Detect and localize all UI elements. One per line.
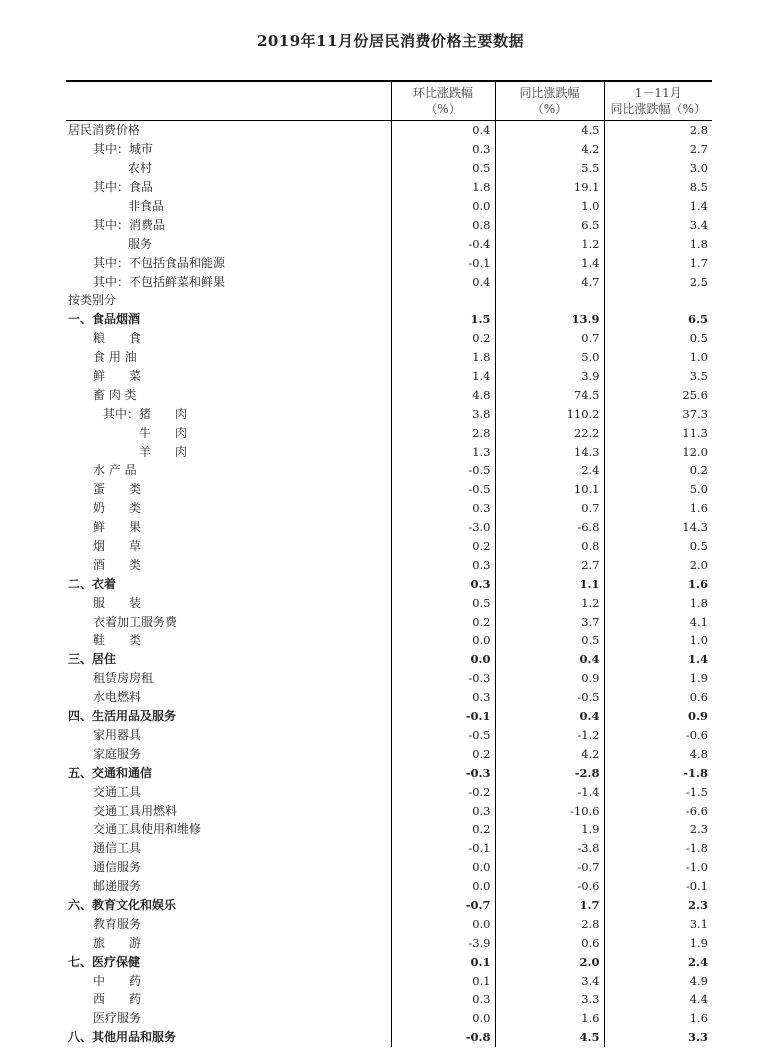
- ytd-value: 2.4: [604, 952, 712, 971]
- mom-value: 0.1: [391, 971, 495, 990]
- row-label: 中 药: [93, 973, 142, 988]
- yoy-value: 0.7: [495, 329, 604, 348]
- row-label: 五、交通和通信: [68, 765, 153, 780]
- mom-value: 0.0: [391, 914, 495, 933]
- yoy-value: 1.4: [495, 253, 604, 272]
- table-row: [66, 555, 712, 574]
- row-label: 羊 肉: [139, 444, 188, 459]
- table-row: [66, 367, 712, 386]
- table-row: [66, 310, 712, 329]
- ytd-value: 1.0: [604, 348, 712, 367]
- table-header: [66, 81, 712, 121]
- mom-value: 0.3: [391, 801, 495, 820]
- row-label: 四、生活用品及服务: [68, 709, 177, 724]
- row-label: 交通工具: [93, 784, 142, 799]
- ytd-value: 4.4: [604, 990, 712, 1009]
- mom-value: -0.8: [391, 1028, 495, 1047]
- ytd-value: 2.7: [604, 140, 712, 159]
- header-mom-line2: （%）: [425, 102, 461, 116]
- row-label: 居民消费价格: [68, 123, 141, 138]
- table-row: [66, 726, 712, 745]
- mom-value: 0.2: [391, 329, 495, 348]
- ytd-value: 1.4: [604, 197, 712, 216]
- row-label: 其中：猪 肉: [103, 406, 188, 421]
- yoy-value: 19.1: [495, 178, 604, 197]
- header-ytd: [604, 81, 712, 121]
- yoy-value: -0.7: [495, 858, 604, 877]
- table-row: [66, 215, 712, 234]
- yoy-value: 0.5: [495, 631, 604, 650]
- row-label: 其中：城市: [93, 142, 154, 157]
- table-row: [66, 952, 712, 971]
- row-label: 粮 食: [93, 331, 142, 346]
- row-label: 邮递服务: [93, 879, 142, 894]
- ytd-value: 37.3: [604, 404, 712, 423]
- row-label: 农村: [128, 161, 153, 176]
- ytd-value: 1.0: [604, 631, 712, 650]
- yoy-value: 3.9: [495, 367, 604, 386]
- yoy-value: 0.8: [495, 537, 604, 556]
- table-row: [66, 574, 712, 593]
- ytd-value: 1.4: [604, 650, 712, 669]
- row-label: 水 产 品: [93, 463, 137, 478]
- yoy-value: 4.5: [495, 1028, 604, 1047]
- yoy-value: 6.5: [495, 215, 604, 234]
- table-row: [66, 348, 712, 367]
- yoy-value: -2.8: [495, 763, 604, 782]
- row-label: 食 用 油: [93, 350, 137, 365]
- table-row: [66, 650, 712, 669]
- mom-value: 0.2: [391, 744, 495, 763]
- ytd-value: -0.1: [604, 877, 712, 896]
- mom-value: 0.0: [391, 631, 495, 650]
- row-label: 租赁房房租: [93, 671, 154, 686]
- table-row: [66, 839, 712, 858]
- table-row: [66, 858, 712, 877]
- header-yoy-line2: （%）: [531, 102, 568, 116]
- ytd-value: 4.8: [604, 744, 712, 763]
- table-row: [66, 593, 712, 612]
- ytd-value: 12.0: [604, 442, 712, 461]
- ytd-value: -1.5: [604, 782, 712, 801]
- yoy-value: 1.2: [495, 593, 604, 612]
- mom-value: -0.1: [391, 839, 495, 858]
- yoy-value: 4.2: [495, 140, 604, 159]
- mom-value: 0.3: [391, 574, 495, 593]
- row-label: 交通工具使用和维修: [93, 822, 202, 837]
- mom-value: -0.2: [391, 782, 495, 801]
- ytd-value: 1.6: [604, 1009, 712, 1028]
- row-label: 西 药: [93, 992, 142, 1007]
- row-label: 烟 草: [93, 539, 142, 554]
- yoy-value: 5.5: [495, 159, 604, 178]
- ytd-value: 1.6: [604, 574, 712, 593]
- ytd-value: 2.8: [604, 121, 712, 140]
- table-row: [66, 234, 712, 253]
- mom-value: -0.5: [391, 480, 495, 499]
- yoy-value: [495, 291, 604, 310]
- yoy-value: 14.3: [495, 442, 604, 461]
- table-row: [66, 782, 712, 801]
- ytd-value: 1.8: [604, 234, 712, 253]
- header-ytd-line1: 1－11月: [634, 86, 682, 100]
- mom-value: 0.2: [391, 612, 495, 631]
- ytd-value: 3.1: [604, 914, 712, 933]
- yoy-value: 22.2: [495, 423, 604, 442]
- ytd-value: 5.0: [604, 480, 712, 499]
- ytd-value: -1.8: [604, 763, 712, 782]
- row-label: 蛋 类: [93, 482, 142, 497]
- yoy-value: 3.3: [495, 990, 604, 1009]
- row-label: 一、食品烟酒: [68, 312, 141, 327]
- row-label: 其中：不包括鲜菜和鲜果: [93, 274, 226, 289]
- ytd-value: 6.5: [604, 310, 712, 329]
- mom-value: 0.5: [391, 593, 495, 612]
- table-row: [66, 1009, 712, 1028]
- table-row: [66, 291, 712, 310]
- ytd-value: 3.5: [604, 367, 712, 386]
- table-row: [66, 329, 712, 348]
- yoy-value: 1.1: [495, 574, 604, 593]
- mom-value: -3.9: [391, 933, 495, 952]
- row-label: 六、教育文化和娱乐: [68, 897, 177, 912]
- mom-value: 0.0: [391, 1009, 495, 1028]
- ytd-value: 1.7: [604, 253, 712, 272]
- yoy-value: -0.6: [495, 877, 604, 896]
- table-row: [66, 971, 712, 990]
- table-row: [66, 480, 712, 499]
- header-mom: [391, 81, 495, 121]
- header-ytd-line2: 同比涨跌幅（%）: [610, 102, 706, 116]
- table-row: [66, 896, 712, 915]
- table-row: [66, 537, 712, 556]
- mom-value: -0.5: [391, 461, 495, 480]
- table-row: [66, 707, 712, 726]
- row-label: 奶 类: [93, 501, 142, 516]
- yoy-value: -0.5: [495, 688, 604, 707]
- yoy-value: 0.7: [495, 499, 604, 518]
- ytd-value: 4.9: [604, 971, 712, 990]
- yoy-value: 4.7: [495, 272, 604, 291]
- ytd-value: -0.6: [604, 726, 712, 745]
- ytd-value: 14.3: [604, 518, 712, 537]
- table-row: [66, 820, 712, 839]
- table-row: [66, 877, 712, 896]
- row-label: 服 装: [93, 595, 142, 610]
- row-label: 三、居住: [68, 652, 117, 667]
- ytd-value: 3.0: [604, 159, 712, 178]
- yoy-value: 2.0: [495, 952, 604, 971]
- row-label: 酒 类: [93, 557, 142, 572]
- mom-value: 1.5: [391, 310, 495, 329]
- ytd-value: 0.6: [604, 688, 712, 707]
- ytd-value: 0.5: [604, 537, 712, 556]
- yoy-value: -1.2: [495, 726, 604, 745]
- yoy-value: 3.4: [495, 971, 604, 990]
- row-label: 水电燃料: [93, 690, 142, 705]
- table-row: [66, 272, 712, 291]
- row-label: 通信服务: [93, 860, 142, 875]
- table-row: [66, 914, 712, 933]
- mom-value: [391, 291, 495, 310]
- yoy-value: 1.0: [495, 197, 604, 216]
- table-row: [66, 178, 712, 197]
- ytd-value: 1.6: [604, 499, 712, 518]
- table-row: [66, 442, 712, 461]
- row-label: 旅 游: [93, 935, 142, 950]
- row-label: 医疗服务: [93, 1011, 142, 1026]
- ytd-value: 1.8: [604, 593, 712, 612]
- yoy-value: 3.7: [495, 612, 604, 631]
- row-label: 其中：不包括食品和能源: [93, 255, 226, 270]
- mom-value: -0.1: [391, 707, 495, 726]
- mom-value: 0.8: [391, 215, 495, 234]
- ytd-value: 0.5: [604, 329, 712, 348]
- row-label: 按类别分: [68, 293, 117, 308]
- yoy-value: 0.9: [495, 669, 604, 688]
- table-row: [66, 744, 712, 763]
- header-yoy-line1: 同比涨跌幅: [519, 86, 580, 100]
- mom-value: 1.4: [391, 367, 495, 386]
- header-label-col: [66, 81, 391, 121]
- yoy-value: 10.1: [495, 480, 604, 499]
- yoy-value: 2.7: [495, 555, 604, 574]
- row-label: 其中：食品: [93, 180, 154, 195]
- ytd-value: 2.3: [604, 820, 712, 839]
- mom-value: 0.3: [391, 499, 495, 518]
- yoy-value: 1.7: [495, 896, 604, 915]
- mom-value: 0.3: [391, 140, 495, 159]
- row-label: 鲜 果: [93, 520, 142, 535]
- table-row: [66, 140, 712, 159]
- header-mom-line1: 环比涨跌幅: [412, 86, 473, 100]
- table-row: [66, 385, 712, 404]
- ytd-value: 11.3: [604, 423, 712, 442]
- table-row: [66, 801, 712, 820]
- row-label: 服务: [128, 236, 153, 251]
- ytd-value: 0.9: [604, 707, 712, 726]
- ytd-value: -1.0: [604, 858, 712, 877]
- mom-value: 0.4: [391, 121, 495, 140]
- yoy-value: -3.8: [495, 839, 604, 858]
- yoy-value: 5.0: [495, 348, 604, 367]
- table-row: [66, 404, 712, 423]
- row-label: 教育服务: [93, 916, 142, 931]
- yoy-value: 2.8: [495, 914, 604, 933]
- mom-value: 0.1: [391, 952, 495, 971]
- yoy-value: 4.5: [495, 121, 604, 140]
- ytd-value: 3.4: [604, 215, 712, 234]
- table-row: [66, 669, 712, 688]
- table-row: [66, 518, 712, 537]
- table-row: [66, 197, 712, 216]
- mom-value: 1.8: [391, 178, 495, 197]
- mom-value: 3.8: [391, 404, 495, 423]
- table-row: [66, 933, 712, 952]
- ytd-value: 2.0: [604, 555, 712, 574]
- row-label: 通信工具: [93, 841, 142, 856]
- yoy-value: 110.2: [495, 404, 604, 423]
- row-label: 二、衣着: [68, 576, 117, 591]
- yoy-value: 4.2: [495, 744, 604, 763]
- table-row: [66, 1028, 712, 1047]
- mom-value: -0.5: [391, 726, 495, 745]
- row-label: 八、其他用品和服务: [68, 1030, 177, 1045]
- table-row: [66, 990, 712, 1009]
- ytd-value: 25.6: [604, 385, 712, 404]
- ytd-value: 2.3: [604, 896, 712, 915]
- ytd-value: 1.9: [604, 669, 712, 688]
- table-row: [66, 423, 712, 442]
- mom-value: 2.8: [391, 423, 495, 442]
- header-yoy: [495, 81, 604, 121]
- yoy-value: -10.6: [495, 801, 604, 820]
- row-label: 非食品: [128, 199, 165, 213]
- table-row: [66, 612, 712, 631]
- mom-value: 0.3: [391, 688, 495, 707]
- table-row: [66, 121, 712, 140]
- mom-value: 0.2: [391, 820, 495, 839]
- mom-value: 0.0: [391, 858, 495, 877]
- row-label: 衣着加工服务费: [93, 614, 178, 629]
- row-label: 家庭服务: [93, 746, 142, 761]
- mom-value: 0.3: [391, 990, 495, 1009]
- ytd-value: -1.8: [604, 839, 712, 858]
- mom-value: -0.3: [391, 669, 495, 688]
- yoy-value: -6.8: [495, 518, 604, 537]
- mom-value: 0.2: [391, 537, 495, 556]
- ytd-value: [604, 291, 712, 310]
- mom-value: -0.7: [391, 896, 495, 915]
- yoy-value: 13.9: [495, 310, 604, 329]
- mom-value: 1.3: [391, 442, 495, 461]
- yoy-value: 2.4: [495, 461, 604, 480]
- yoy-value: 1.2: [495, 234, 604, 253]
- row-label: 交通工具用燃料: [93, 803, 178, 818]
- yoy-value: 0.4: [495, 650, 604, 669]
- table-row: [66, 461, 712, 480]
- table-row: [66, 499, 712, 518]
- row-label: 鲜 菜: [93, 369, 142, 384]
- cpi-table: [66, 80, 712, 1047]
- ytd-value: 3.3: [604, 1028, 712, 1047]
- row-label: 畜 肉 类: [93, 387, 137, 402]
- row-label: 家用器具: [93, 727, 142, 742]
- ytd-value: 4.1: [604, 612, 712, 631]
- table-row: [66, 688, 712, 707]
- mom-value: 0.0: [391, 197, 495, 216]
- mom-value: 4.8: [391, 385, 495, 404]
- yoy-value: -1.4: [495, 782, 604, 801]
- yoy-value: 74.5: [495, 385, 604, 404]
- mom-value: 0.0: [391, 650, 495, 669]
- ytd-value: 1.9: [604, 933, 712, 952]
- yoy-value: 0.6: [495, 933, 604, 952]
- row-label: 其中：消费品: [93, 217, 166, 232]
- ytd-value: 2.5: [604, 272, 712, 291]
- mom-value: 0.4: [391, 272, 495, 291]
- table-row: [66, 631, 712, 650]
- yoy-value: 1.6: [495, 1009, 604, 1028]
- row-label: 鞋 类: [93, 633, 142, 648]
- mom-value: 0.0: [391, 877, 495, 896]
- mom-value: 1.8: [391, 348, 495, 367]
- yoy-value: 1.9: [495, 820, 604, 839]
- mom-value: -3.0: [391, 518, 495, 537]
- page-title: 2019年11月份居民消费价格主要数据: [256, 32, 525, 50]
- table-row: [66, 253, 712, 272]
- mom-value: -0.3: [391, 763, 495, 782]
- ytd-value: 8.5: [604, 178, 712, 197]
- table-row: [66, 159, 712, 178]
- mom-value: 0.5: [391, 159, 495, 178]
- mom-value: 0.3: [391, 555, 495, 574]
- row-label: 牛 肉: [139, 425, 188, 440]
- yoy-value: 0.4: [495, 707, 604, 726]
- mom-value: -0.4: [391, 234, 495, 253]
- ytd-value: 0.2: [604, 461, 712, 480]
- table-body: [66, 121, 712, 1047]
- row-label: 七、医疗保健: [68, 954, 141, 969]
- table-row: [66, 763, 712, 782]
- mom-value: -0.1: [391, 253, 495, 272]
- ytd-value: -6.6: [604, 801, 712, 820]
